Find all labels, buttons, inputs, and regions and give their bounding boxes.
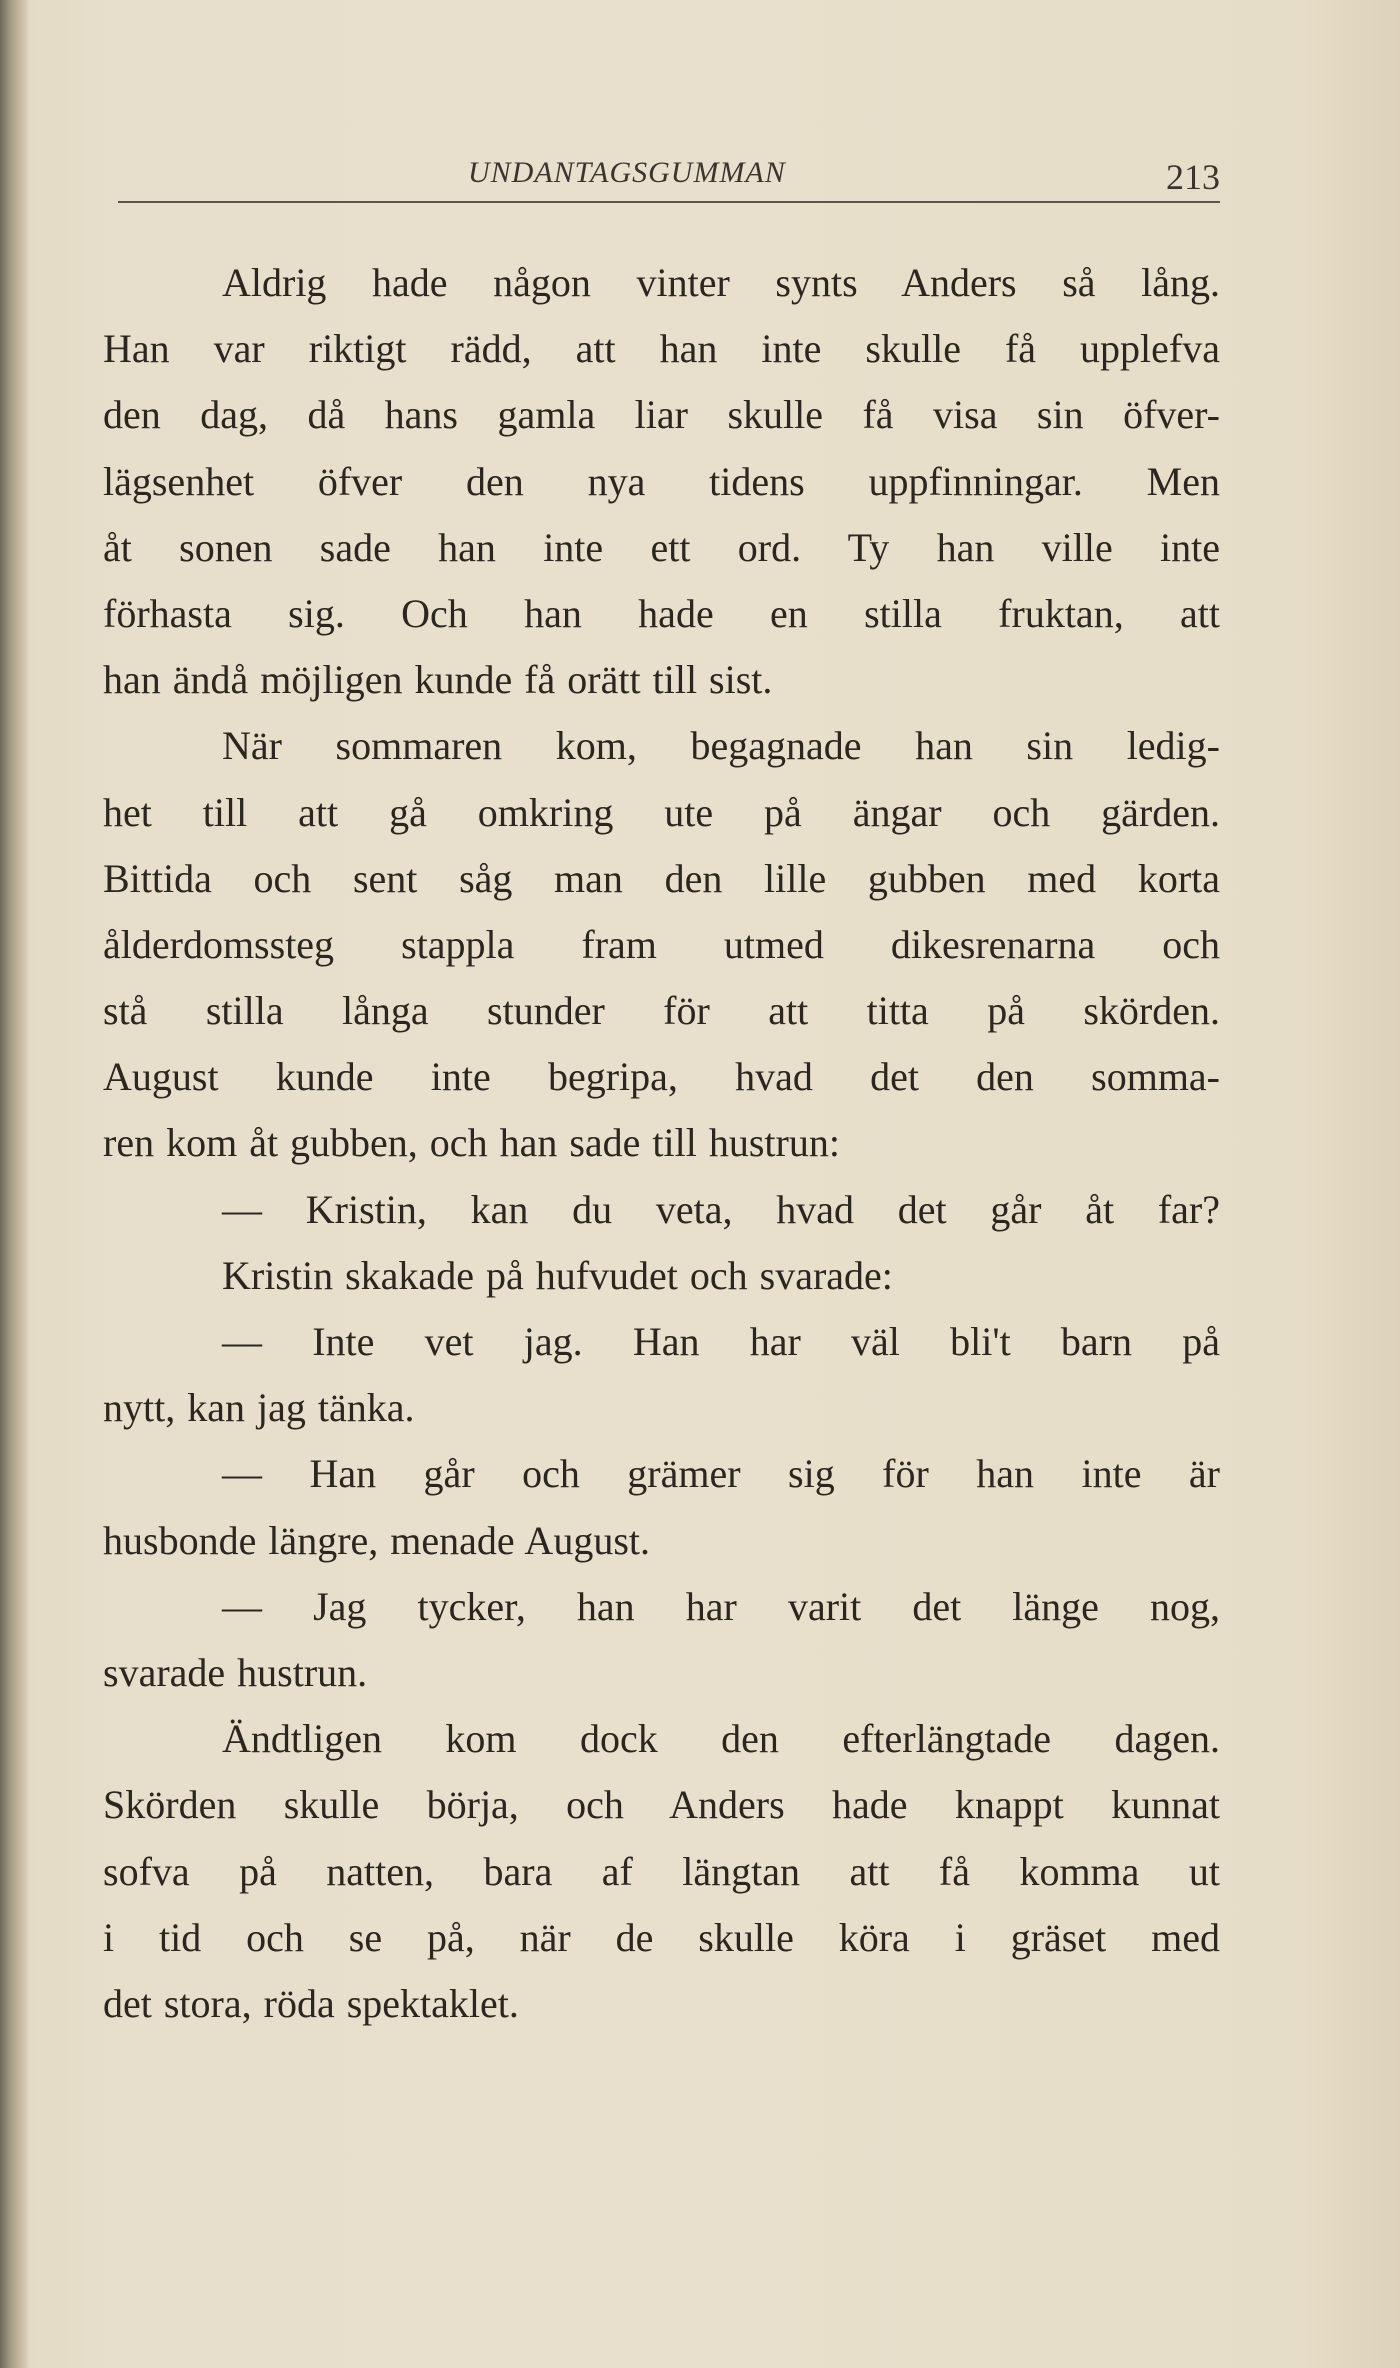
text-line: — Kristin, kan du veta, hvad det går åt far? — [222, 1186, 1220, 1232]
header-rule — [118, 201, 1220, 203]
text-line: lägsenhet öfver den nya tidens uppfinningar. Men — [103, 458, 1220, 504]
body-text — [103, 250, 1220, 2037]
text-line: När sommaren kom, begagnade han sin ledig- — [222, 723, 1220, 769]
page-number: 213 — [1166, 157, 1220, 197]
text-line: han ändå möjligen kunde få orätt till sist. — [103, 657, 773, 703]
page-binding-edge — [0, 0, 30, 2368]
text-line: svarade hustrun. — [103, 1649, 368, 1695]
page-header — [118, 148, 1220, 200]
text-line: — Jag tycker, han har varit det länge nog, — [222, 1583, 1220, 1629]
text-line: Kristin skakade på hufvudet och svarade: — [222, 1252, 893, 1298]
text-line: August kunde inte begripa, hvad det den somma- — [103, 1054, 1220, 1100]
text-line: het till att gå omkring ute på ängar och gärden. — [103, 789, 1220, 835]
text-line: Aldrig hade någon vinter synts Anders så lång. — [222, 260, 1220, 305]
text-line: åt sonen sade han inte ett ord. Ty han ville inte — [103, 524, 1220, 570]
text-line: Skörden skulle börja, och Anders hade knappt kunnat — [103, 1782, 1220, 1828]
text-line: stå stilla långa stunder för att titta på skörden. — [103, 988, 1220, 1034]
text-line: Bittida och sent såg man den lille gubben med korta — [103, 855, 1220, 901]
text-line: husbonde längre, menade August. — [103, 1517, 650, 1563]
text-line: Han var riktigt rädd, att han inte skulle få upplefva — [103, 326, 1220, 372]
running-head: UNDANTAGSGUMMAN — [468, 156, 786, 189]
text-line: ålderdomssteg stappla fram utmed dikesrenarna och — [103, 921, 1220, 967]
text-line: Ändtligen kom dock den efterlängtade dagen. — [222, 1716, 1220, 1762]
text-line: — Han går och grämer sig för han inte är — [222, 1451, 1220, 1497]
text-line: i tid och se på, när de skulle köra i gräset med — [103, 1914, 1220, 1960]
text-line: det stora, röda spektaklet. — [103, 1980, 519, 2026]
text-line: sofva på natten, bara af längtan att få komma ut — [103, 1848, 1220, 1894]
text-line: nytt, kan jag tänka. — [103, 1385, 415, 1431]
text-line: ren kom åt gubben, och han sade till hustrun: — [103, 1120, 840, 1166]
text-line: den dag, då hans gamla liar skulle få visa sin öfver- — [103, 392, 1220, 438]
text-line: — Inte vet jag. Han har väl bli't barn på — [222, 1319, 1220, 1364]
text-line: förhasta sig. Och han hade en stilla fruktan, att — [103, 590, 1220, 636]
